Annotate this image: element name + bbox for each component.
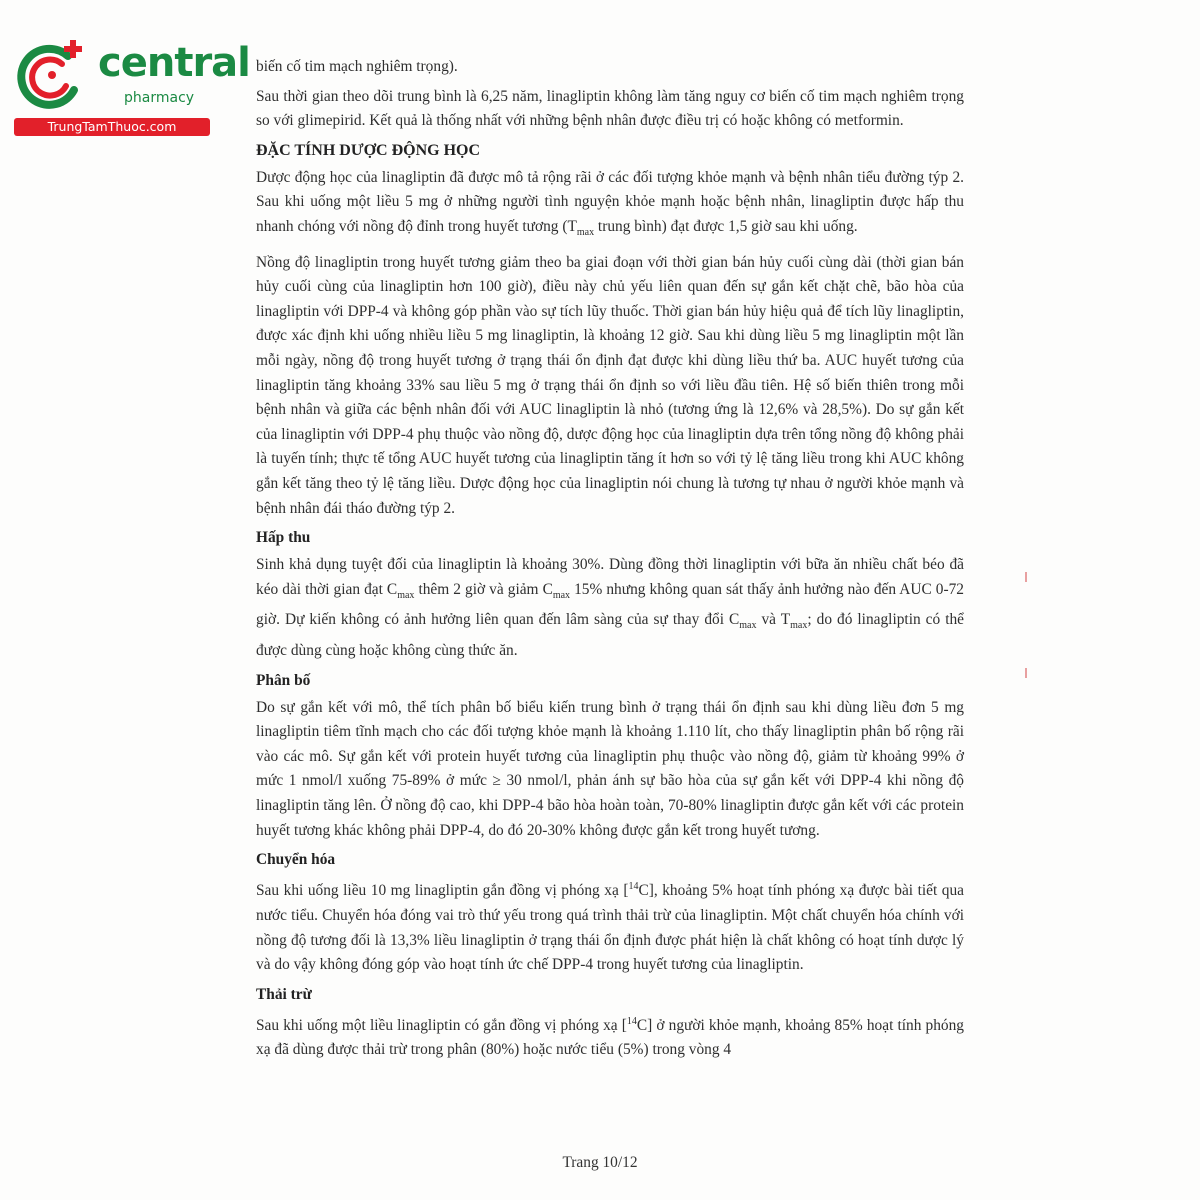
- subheading-absorption: Hấp thu: [256, 529, 311, 547]
- scan-edge-mark: [1025, 572, 1027, 582]
- page-number: Trang 10/12: [562, 1154, 638, 1171]
- paragraph: Do sự gắn kết với mô, thể tích phân bố biểu kiến trung bình ở trạng thái ổn định sau khi dùng liều đơn 5 mg linagliptin tiêm tĩnh mạch cho các đối tượng khỏe mạnh là khoảng 1.110 lít, cho thấy linagliptin phân bố rộng rãi vào các mô. Sự gắn kết với protein huyết tương của linagliptin phụ thuộc vào nồng độ, giảm từ khoảng 99% ở mức 1 nmol/l xuống 75-89% ở mức ≥ 30 nmol/l, phản ánh sự bão hòa của sự gắn kết với DPP-4 khi nồng độ linagliptin tăng lên. Ở nồng độ cao, khi DPP-4 bão hòa hoàn toàn, 70-80% linagliptin được gắn kết với các protein huyết tương khác không phải DPP-4, do đó 20-30% không được gắn kết trong huyết tương.: [256, 698, 964, 839]
- subheading-distribution: Phân bố: [256, 671, 311, 689]
- paragraph: biến cố tim mạch nghiêm trọng).: [256, 58, 458, 75]
- section-heading-pharmacokinetics: ĐẶC TÍNH DƯỢC ĐỘNG HỌC: [256, 141, 481, 159]
- logo-subtitle: pharmacy: [124, 90, 195, 106]
- paragraph: Sau khi uống một liều linagliptin có gắn đồng vị phóng xạ [$^{14}$C] ở người khỏe mạnh, khoảng 85% hoạt tính phóng xạ đã dùng được thải trừ trong phân (80%) hoặc nước tiểu (5%) trong vòng 4: [256, 1015, 965, 1059]
- document-body: [256, 55, 964, 1068]
- subheading-metabolism: Chuyển hóa: [256, 851, 336, 869]
- paragraph: Dược động học của linagliptin đã được mô tả rộng rãi ở các đối tượng khỏe mạnh và bệnh nhân tiểu đường týp 2. Sau khi uống một liều 5 mg ở những người tình nguyện khỏe mạnh hoặc bệnh nhân, linagliptin được hấp thu nhanh chóng với nồng độ đỉnh trong huyết tương ($T_{max}$ trung bình) đạt được 1,5 giờ sau khi uống.: [256, 168, 964, 239]
- paragraph: Nồng độ linagliptin trong huyết tương giảm theo ba giai đoạn với thời gian bán hủy cuối cùng dài (thời gian bán hủy cuối cùng của linagliptin hơn 100 giờ), điều này chủ yếu liên quan đến sự gắn kết chặt chẽ, bão hòa của linagliptin với DPP-4 và không góp phần vào sự tích lũy thuốc. Thời gian bán hủy hiệu quả để tích lũy linagliptin, được xác định khi uống nhiều liều 5 mg linagliptin, là khoảng 12 giờ. Sau khi dùng liều 5 mg linagliptin một lần mỗi ngày, nồng độ trong huyết tương ở trạng thái ổn định đạt được khi dùng liều thứ ba. AUC huyết tương của linagliptin tăng khoảng 33% sau liều 5 mg ở trạng thái ổn định so với liều đầu tiên. Hệ số biến thiên trong mỗi bệnh nhân và giữa các bệnh nhân đối với AUC linagliptin là nhỏ (tương ứng là 12,6% và 28,5%). Do sự gắn kết của linagliptin với DPP-4 phụ thuộc vào nồng độ, dược động học của linagliptin dựa trên tổng nồng độ không phải là tuyến tính; thực tế tổng AUC huyết tương của linagliptin tăng ít hơn so với tỷ lệ tăng liều trong khi AUC không gắn kết tăng theo tỷ lệ tăng liều. Dược động học của linagliptin nói chung là tương tự nhau ở người khỏe mạnh và bệnh nhân đái tháo đường týp 2.: [256, 253, 964, 517]
- logo-brand-name: central: [98, 40, 250, 86]
- paragraph: Sau thời gian theo dõi trung bình là 6,25 năm, linagliptin không làm tăng nguy cơ biến cố tim mạch nghiêm trọng so với glimepirid. Kết quả là thống nhất với những bệnh nhân được điều trị có hoặc không có metformin.: [256, 87, 964, 130]
- central-pharmacy-logo[interactable]: [12, 38, 250, 138]
- pharmacy-cross-icon: [12, 38, 98, 118]
- logo-website-bar[interactable]: TrungTamThuoc.com: [14, 118, 210, 136]
- paragraph: Sinh khả dụng tuyệt đối của linagliptin là khoảng 30%. Dùng đồng thời linagliptin với bữa ăn nhiều chất béo đã kéo dài thời gian đạt $C_{max}$ thêm 2 giờ và giảm $C_{max}$ 15% nhưng không quan sát thấy ảnh hưởng nào đến AUC 0-72 giờ. Dự kiến không có ảnh hưởng liên quan đến lâm sàng của sự thay đổi $C_{max}$ và $T_{max}$; do đó linagliptin có thể được dùng cùng hoặc không cùng thức ăn.: [256, 556, 964, 660]
- scan-edge-mark: [1025, 668, 1027, 678]
- paragraph: Sau khi uống liều 10 mg linagliptin gắn đồng vị phóng xạ [$^{14}$C], khoảng 5% hoạt tính phóng xạ được bài tiết qua nước tiểu. Chuyển hóa đóng vai trò thứ yếu trong quá trình thải trừ của linagliptin. Một chất chuyển hóa chính với nồng độ tương đối là 13,3% liều linagliptin ở trạng thái ổn định được phát hiện là chất không có hoạt tính dược lý và do vậy không đóng góp vào hoạt tính ức chế DPP-4 trong huyết tương của linagliptin.: [256, 881, 965, 974]
- subheading-elimination: Thải trừ: [256, 985, 312, 1003]
